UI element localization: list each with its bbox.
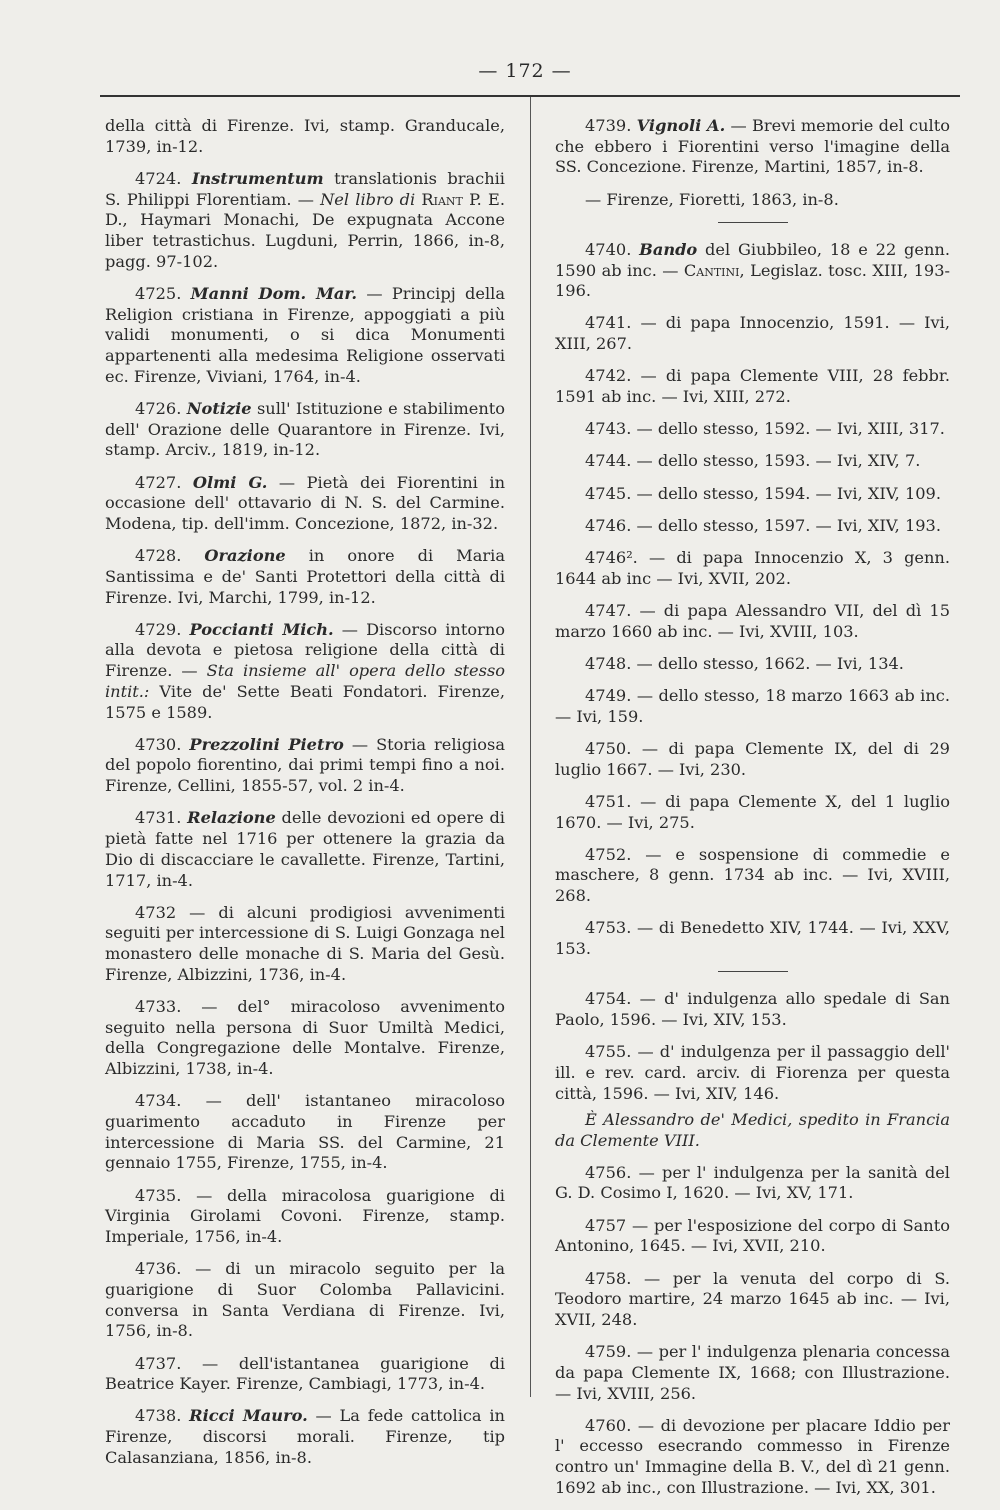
bibliography-entry — [105, 903, 505, 986]
bibliography-entry — [105, 1354, 505, 1395]
entry-number: 4744. — [585, 451, 637, 471]
entry-text: — di papa Clemente X, del 1 luglio 1670. — Ivi, 275. — [555, 791, 950, 832]
entry-text: — dello stesso, 1594. — Ivi, XIV, 109. — [636, 483, 942, 503]
entry-text: — Pietà dei Fiorentini in occasione dell' ottavario di N. S. del Carmine. Modena, tip. dell'imm. Concezione, 1872, in-32. — [105, 472, 506, 533]
entry-number: 4753. — [585, 918, 638, 938]
entry-author: Instrumentum — [191, 168, 324, 188]
entry-author: Olmi G. — [192, 472, 268, 492]
entry-number: 4746. — [585, 515, 637, 535]
bibliography-entry — [105, 997, 505, 1080]
bibliography-entry — [555, 548, 950, 589]
entry-text: — La fede cattolica in Firenze, discorsi morali. Firenze, tip Calasanziana, 1856, in-8. — [105, 1406, 505, 1467]
entry-number: 4747. — [585, 600, 640, 620]
bibliography-entry — [555, 516, 950, 537]
right-group-a — [555, 116, 950, 210]
entry-smallcaps-text: Cantini — [683, 260, 740, 280]
entry-text: — del° miracoloso avvenimento seguito nella persona di Suor Umiltà Medici, della Congregazione delle Montalve. Firenze, Albizzini, 1738, in-4. — [105, 997, 505, 1079]
entry-note: È Alessandro de' Medici, spedito in Francia da Clemente VIII. — [555, 1109, 950, 1150]
bibliography-entry — [555, 601, 950, 642]
bibliography-entry — [555, 845, 950, 907]
entry-number: 4725. — [135, 283, 191, 303]
entry-number: 4760. — [585, 1415, 638, 1435]
entry-text: — d' indulgenza per il passaggio dell' ill. e rev. card. arciv. di Fiorenza per questa città, 1596. — Ivi, XIV, 146. — [555, 1042, 950, 1103]
entry-number: 4754. — [585, 989, 640, 1009]
entry-text: — Firenze, Fioretti, 1863, in-8. — [585, 189, 839, 209]
entry-number: 4750. — [585, 738, 642, 758]
entry-number: 4738. — [135, 1406, 190, 1426]
bibliography-entry — [555, 1216, 950, 1257]
entry-text: — dello stesso, 1597. — Ivi, XIV, 193. — [636, 515, 942, 535]
bibliography-entry — [555, 366, 950, 407]
entry-text: — Brevi memorie del culto che ebbero i Fiorentini verso l'imagine della SS. Concezione. Firenze, Martini, 1857, in-8. — [555, 116, 950, 177]
entry-text: — dello stesso, 1593. — Ivi, XIV, 7. — [636, 451, 921, 471]
entry-number: 4745. — [585, 483, 637, 503]
bibliography-entry — [555, 190, 950, 211]
bibliography-entry — [105, 1091, 505, 1174]
entry-text: — di alcuni prodigiosi avvenimenti seguiti per intercessione di S. Luigi Gonzaga nel monastero delle monache di S. Maria del Gesù. Firenze, Albizzini, 1736, in-4. — [105, 902, 506, 984]
entry-number: 4752. — [585, 844, 646, 864]
entry-italic-text: Nel libro di — [320, 189, 422, 209]
bibliography-entry — [555, 1042, 950, 1104]
bibliography-entry — [105, 1406, 505, 1468]
bibliography-entry — [105, 1259, 505, 1342]
entry-text: — dell' istantaneo miracoloso guarimento accaduto in Firenze per intercessione di Maria SS. del Carmine, 21 gennaio 1755, Firenze, 1755, in-4. — [105, 1091, 505, 1173]
entry-number: 4756. — [585, 1162, 639, 1182]
entry-number: 4724. — [135, 168, 192, 188]
bibliography-entry — [555, 116, 950, 178]
bibliography-entry — [105, 169, 505, 273]
entry-number: 4728. — [135, 546, 205, 566]
entry-text: — dell'istantanea guarigione di Beatrice Kayer. Firenze, Cambiagi, 1773, in-4. — [105, 1353, 505, 1394]
bibliography-entry — [555, 313, 950, 354]
bibliography-entry — [555, 484, 950, 505]
entry-number: 4748. — [585, 653, 637, 673]
entry-text: — per l' indulgenza per la sanità del G. D. Cosimo I, 1620. — Ivi, XV, 171. — [555, 1162, 950, 1203]
entry-text: — Storia religiosa del popolo fiorentino, dai primi tempi fino a noi. Firenze, Cellini, 1855-57, vol. 2 in-4. — [105, 734, 505, 796]
page-number: — 172 — — [478, 60, 572, 82]
bibliography-entry — [555, 989, 950, 1030]
entry-text: — dello stesso, 1592. — Ivi, XIII, 317. — [636, 419, 945, 439]
bibliography-entry — [555, 419, 950, 440]
entry-author: Manni Dom. Mar. — [190, 283, 358, 303]
entry-text: — e sospensione di commedie e maschere, 8 genn. 1734 ab inc. — Ivi, XVIII, 268. — [555, 844, 950, 906]
entry-number: 4746². — [585, 548, 649, 568]
entry-text: — dello stesso, 1662. — Ivi, 134. — [636, 653, 904, 673]
entry-number: 4726. — [135, 398, 187, 418]
entry-text: — Principj della Religion cristiana in Firenze, appoggiati a più validi monumenti, o si dica Monumenti appartenenti alla medesima Religione osservati ec. Firenze, Viviani, 1764, in-4. — [105, 283, 505, 386]
entry-number: 4757 — [585, 1215, 632, 1235]
bibliography-entry — [555, 1416, 950, 1499]
entry-author: Prezzolini Pietro — [189, 734, 344, 754]
entry-text-tail: Vite de' Sette Beati Fondatori. Firenze, 1575 e 1589. — [105, 681, 505, 722]
entry-author: Ricci Mauro. — [189, 1406, 308, 1426]
entry-text: — per l' indulgenza plenaria concessa da papa Clemente IX, 1668; con Illustrazione. — Ivi, XVIII, 256. — [555, 1342, 950, 1403]
entry-text: — Discorso intorno alla devota e pietosa religione della città di Firenze. — — [105, 619, 506, 681]
bibliography-entry — [105, 1186, 505, 1248]
right-group-c — [555, 989, 950, 1104]
bibliography-entry — [555, 918, 950, 959]
entry-author: Relazione — [187, 808, 276, 828]
bibliography-entry — [105, 473, 505, 535]
bibliography-entry — [555, 654, 950, 675]
bibliography-entry — [555, 240, 950, 302]
right-group-b — [555, 240, 950, 960]
section-separator — [718, 971, 788, 972]
entry-text: della città di Firenze. Ivi, stamp. Granducale, 1739, in-12. — [105, 116, 505, 156]
bibliography-entry — [105, 546, 505, 608]
entry-text-tail: P. E. D., Haymari Monachi, De expugnata Accone liber tetrastichus. Lugduni, Perrin, 1866, in-8, pagg. 97-102. — [105, 189, 505, 271]
entry-number: 4735. — [135, 1185, 197, 1205]
entry-text: del Giubbileo, 18 e 22 genn. 1590 ab inc. — — [555, 239, 950, 280]
entry-smallcaps-text: Riant — [421, 189, 463, 209]
column-divider — [530, 97, 531, 1397]
entry-number: 4727. — [135, 472, 193, 492]
entry-author: Vignoli A. — [636, 116, 726, 135]
entry-number: 4740. — [585, 239, 640, 259]
right-column — [555, 116, 950, 1510]
bibliography-entry — [555, 739, 950, 780]
entry-text-tail: , Legislaz. tosc. XIII, 193-196. — [555, 260, 950, 301]
entry-text: — di un miracolo seguito per la guarigione di Suor Colomba Pallavicini. conversa in Santa Verdiana di Firenze. Ivi, 1756, in-8. — [105, 1259, 505, 1341]
entry-number: 4731. — [135, 808, 188, 828]
entry-number: 4733. — [135, 997, 202, 1017]
right-group-d — [555, 1163, 950, 1499]
entry-text: translationis brachii S. Philippi Florentiam. — — [105, 168, 505, 209]
entry-text: — di papa Clemente VIII, 28 febbr. 1591 ab inc. — Ivi, XIII, 272. — [555, 366, 950, 407]
entry-italic-text: Sta insieme all' opera dello stesso intit.: — [105, 661, 505, 701]
entry-number: 4758. — [585, 1268, 644, 1288]
entry-number: 4730. — [135, 734, 190, 754]
entry-number: 4734. — [135, 1091, 206, 1111]
entry-text: — d' indulgenza allo spedale di San Paolo, 1596. — Ivi, XIV, 153. — [555, 989, 950, 1029]
bibliography-entry — [105, 399, 505, 461]
entry-number: 4743. — [585, 419, 637, 439]
bibliography-entry — [105, 735, 505, 797]
entry-number: 4737. — [135, 1353, 203, 1373]
entry-text: — di papa Clemente IX, del di 29 luglio 1667. — Ivi, 230. — [555, 738, 950, 779]
entry-number: 4739. — [585, 116, 637, 135]
entry-number: 4742. — [585, 366, 641, 386]
bibliography-entry — [555, 1342, 950, 1404]
entry-number: 4736. — [135, 1259, 196, 1279]
bibliography-entry — [105, 284, 505, 388]
entry-number: 4741. — [585, 313, 641, 333]
page-header — [0, 58, 1000, 86]
entry-text: — di papa Alessandro VII, del dì 15 marzo 1660 ab inc. — Ivi, XVIII, 103. — [555, 600, 950, 641]
entry-text: — dello stesso, 18 marzo 1663 ab inc. — Ivi, 159. — [555, 686, 950, 726]
entry-text: — della miracolosa guarigione di Virginia Girolami Covoni. Firenze, stamp. Imperiale, 1756, in-4. — [105, 1185, 505, 1247]
bibliography-entry — [105, 620, 505, 724]
entry-author: Notizie — [186, 398, 252, 418]
entry-text: in onore di Maria Santissima e de' Santi Protettori della città di Firenze. Ivi, Marchi, 1799, in-12. — [105, 546, 505, 607]
entry-text: — di papa Innocenzio, 1591. — Ivi, XIII, 267. — [555, 313, 950, 354]
entry-number: 4759. — [585, 1342, 637, 1362]
entry-text: sull' Istituzione e stabilimento dell' Orazione delle Quarantore in Firenze. Ivi, stamp. Arciv., 1819, in-12. — [105, 398, 505, 460]
entry-author: Orazione — [204, 546, 286, 566]
entry-text: — per la venuta del corpo di S. Teodoro martire, 24 marzo 1645 ab inc. — Ivi, XVII, 248. — [555, 1268, 950, 1329]
entry-text: — di devozione per placare Iddio per l' eccesso esecrando commesso in Firenze contro un' Immagine della B. V., del dì 21 genn. 1692 ab inc., con Illustrazione. — Ivi, XX, 301. — [555, 1415, 950, 1497]
entry-author: Poccianti Mich. — [189, 619, 334, 639]
bibliography-entry — [105, 116, 505, 157]
entry-number: 4732 — [135, 902, 190, 922]
entry-text: — di papa Innocenzio X, 3 genn. 1644 ab inc — Ivi, XVII, 202. — [555, 548, 951, 588]
bibliography-entry — [555, 451, 950, 472]
bibliography-entry — [555, 686, 950, 727]
bibliography-entry — [555, 1163, 950, 1204]
entry-text: — di Benedetto XIV, 1744. — Ivi, XXV, 153. — [555, 918, 950, 959]
bibliography-entry — [555, 1269, 950, 1331]
entry-number: 4751. — [585, 791, 641, 811]
bibliography-entry — [105, 808, 505, 891]
bibliography-entry — [555, 792, 950, 833]
entry-number: 4749. — [585, 686, 637, 706]
entry-author: Bando — [639, 239, 698, 259]
entry-text: — per l'esposizione del corpo di Santo Antonino, 1645. — Ivi, XVII, 210. — [555, 1215, 950, 1256]
entry-text: delle devozioni ed opere di pietà fatte nel 1716 per ottenere la grazia da Dio di discacciare le cavallette. Firenze, Tartini, 1717, in-4. — [105, 808, 505, 890]
left-column — [105, 116, 505, 1480]
entry-number: 4729. — [135, 619, 190, 639]
entry-number: 4755. — [585, 1042, 638, 1062]
section-separator — [718, 222, 788, 223]
